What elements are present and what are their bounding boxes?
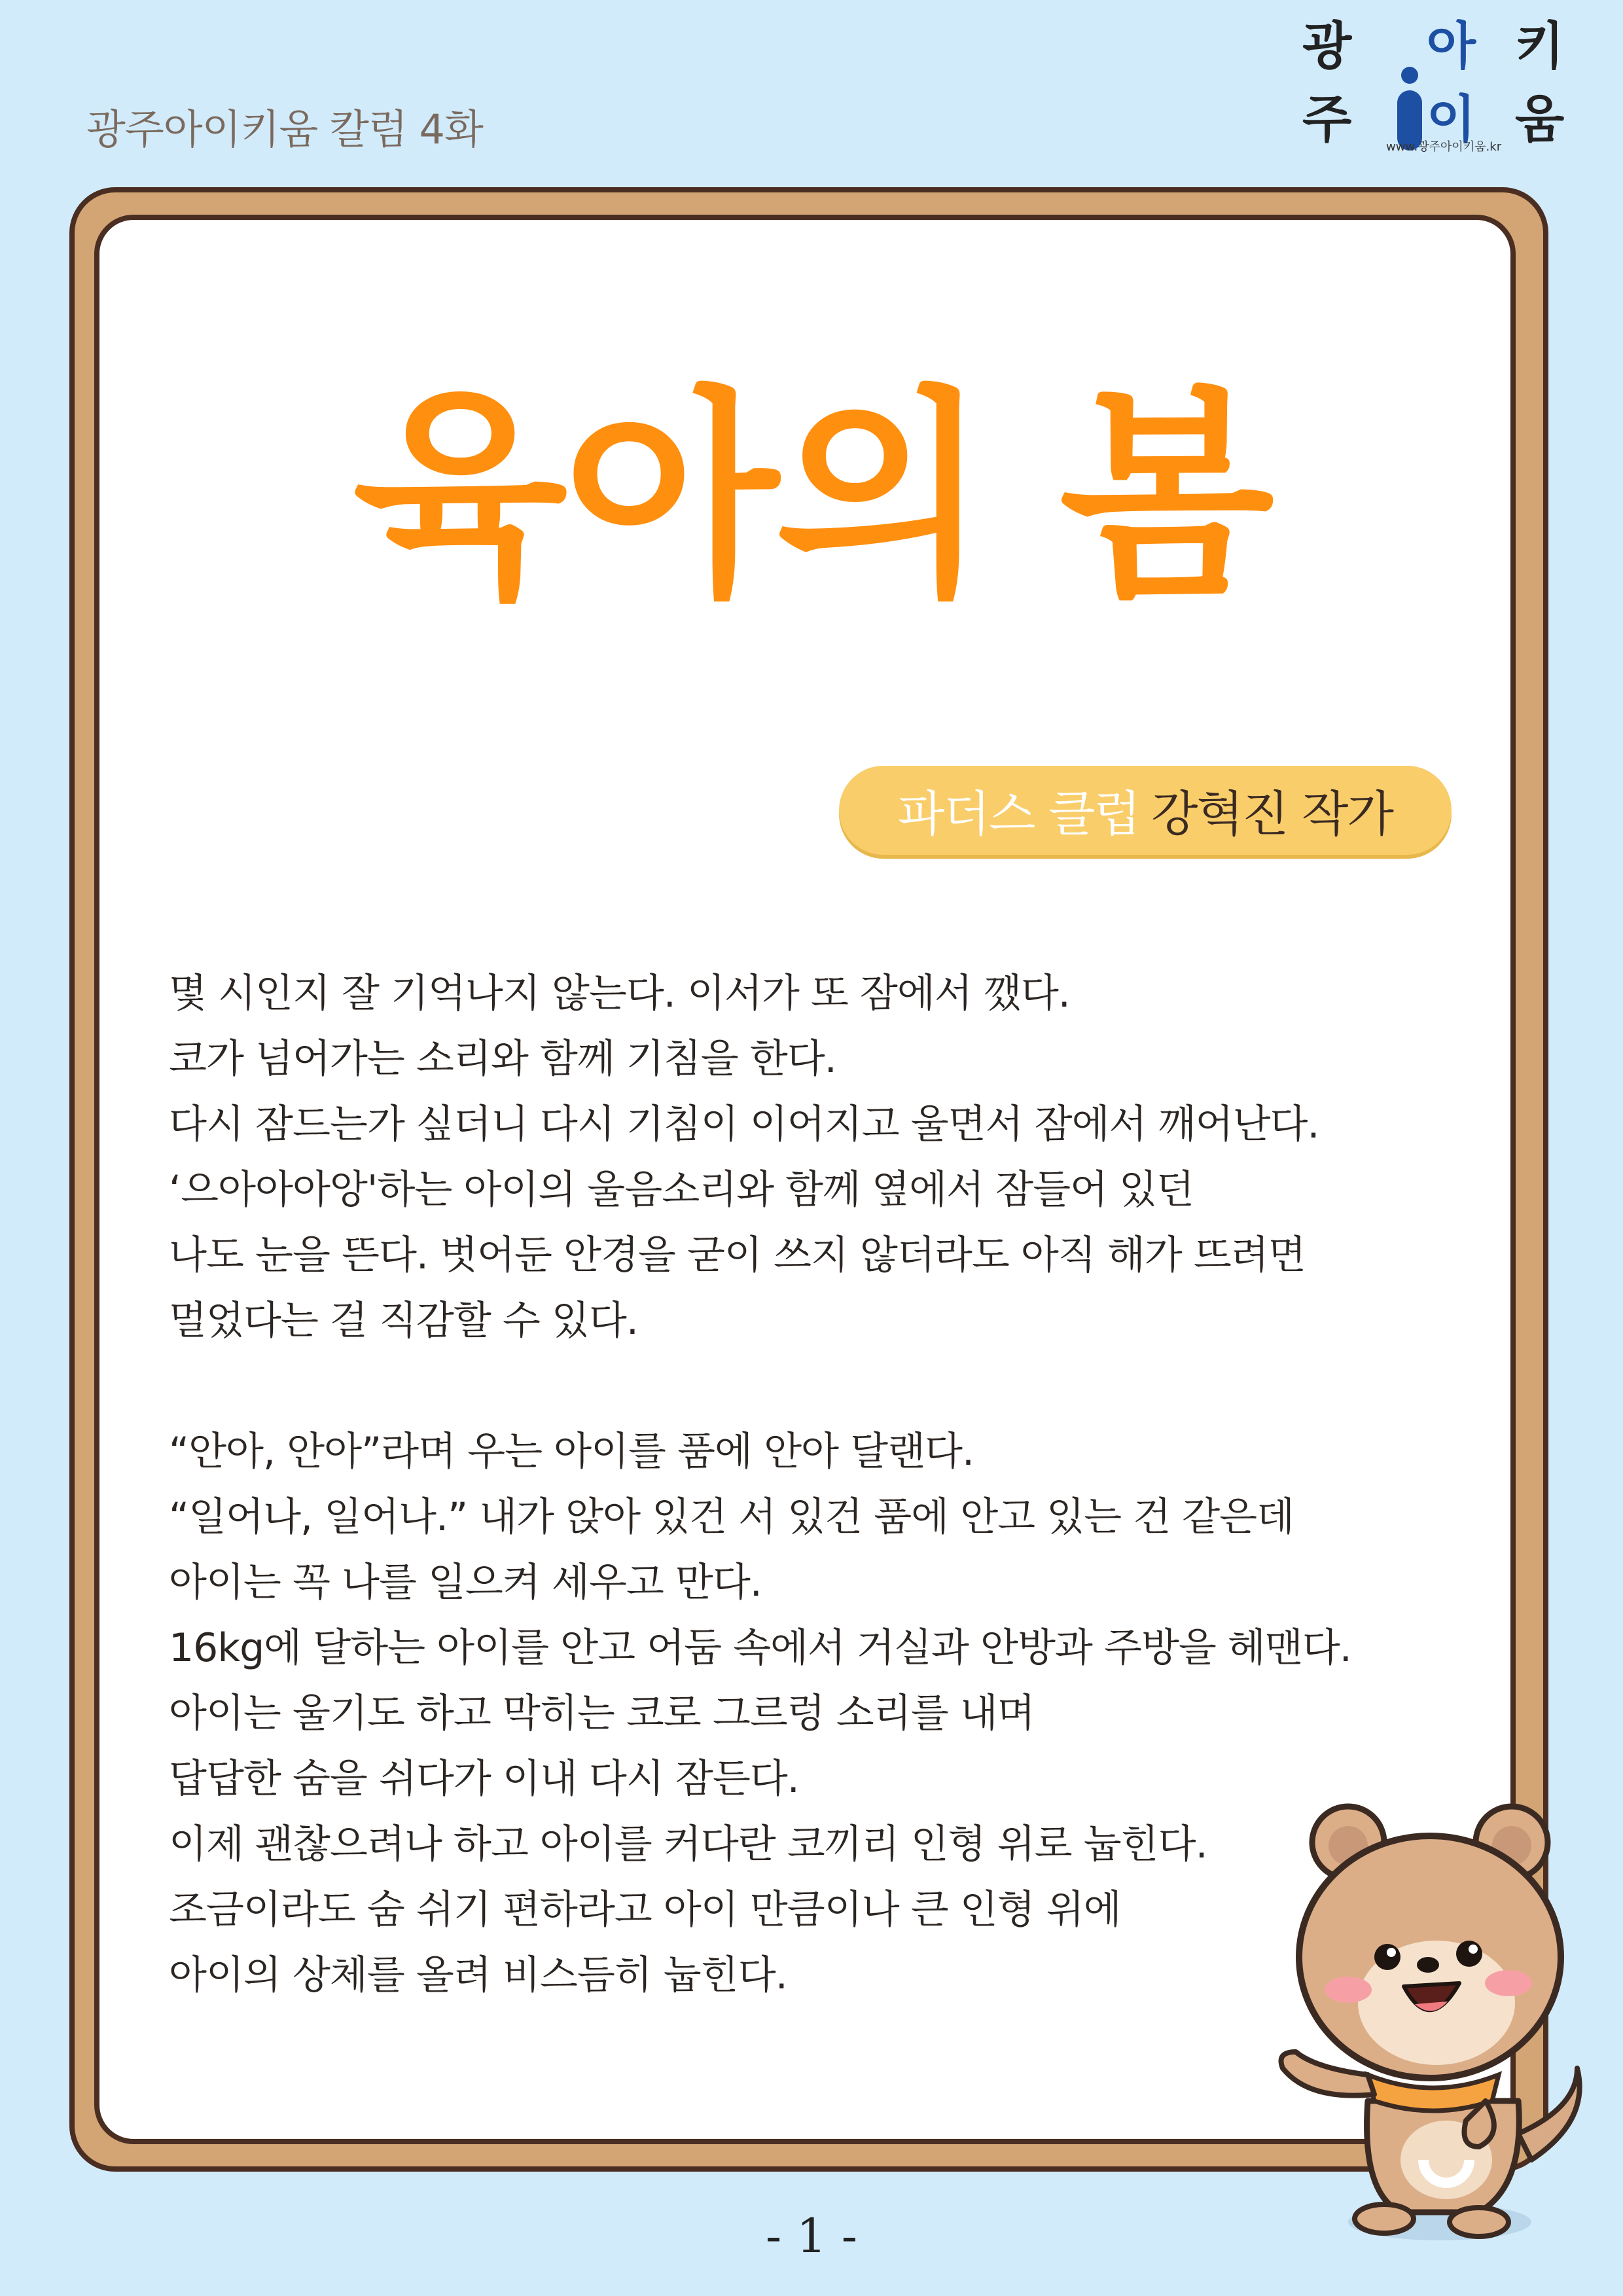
paragraph-gap (169, 1354, 1465, 1419)
body-line: 몇 시인지 잘 기억나지 않는다. 이서가 또 잠에서 깼다. (169, 971, 1070, 1016)
body-line: 아이는 꼭 나를 일으켜 세우고 만다. (169, 1560, 762, 1605)
page-number: - 1 - (765, 2208, 858, 2263)
body-line: 아이는 울기도 하고 막히는 코로 그르렁 소리를 내며 (169, 1691, 1035, 1736)
body-line: ‘으아아아앙'하는 아이의 울음소리와 함께 옆에서 잠들어 있던 (169, 1167, 1194, 1213)
body-line: 코가 넘어가는 소리와 함께 기침을 한다. (169, 1036, 836, 1082)
body-line: “안아, 안아”라며 우는 아이를 품에 안아 달랜다. (169, 1429, 974, 1475)
body-line: 이제 괜찮으려나 하고 아이를 커다란 코끼리 인형 위로 눕힌다. (169, 1821, 1207, 1867)
author-club: 파더스 클럽 (898, 786, 1139, 842)
gwangju-ikium-logo[interactable] (1302, 17, 1603, 165)
logo-text-gwangju: 광주 (1302, 17, 1351, 149)
logo-text-ai: 아이 (1426, 17, 1475, 149)
logo-url: www.광주아이키움.kr (1386, 140, 1502, 154)
author-name: 강혁진 작가 (1151, 786, 1393, 842)
body-line: 16kg에 달하는 아이를 안고 어둠 속에서 거실과 안방과 주방을 헤맨다. (169, 1625, 1351, 1671)
body-line: 조금이라도 숨 쉬기 편하라고 아이 만큼이나 큰 인형 위에 (169, 1887, 1121, 1933)
body-line: 답답한 숨을 쉬다가 이내 다시 잠든다. (169, 1756, 799, 1802)
body-line: 멀었다는 걸 직감할 수 있다. (169, 1298, 638, 1344)
author-badge (839, 766, 1452, 855)
body-line: “일어나, 일어나.” 내가 앉아 있건 서 있건 품에 안고 있는 건 같은데 (169, 1494, 1294, 1540)
quokka-mascot-illustration (1270, 1793, 1597, 2265)
article-title: 육아의 봄 (352, 368, 1271, 627)
body-line: 나도 눈을 뜬다. 벗어둔 안경을 굳이 쓰지 않더라도 아직 해가 뜨려면 (169, 1232, 1306, 1278)
body-line: 다시 잠드는가 싶더니 다시 기침이 이어지고 울면서 잠에서 깨어난다. (169, 1102, 1319, 1147)
body-line: 아이의 상체를 올려 비스듬히 눕힌다. (169, 1952, 787, 1998)
logo-text-kium: 키움 (1514, 17, 1563, 149)
series-title: 광주아이키움 칼럼 4화 (86, 105, 483, 153)
